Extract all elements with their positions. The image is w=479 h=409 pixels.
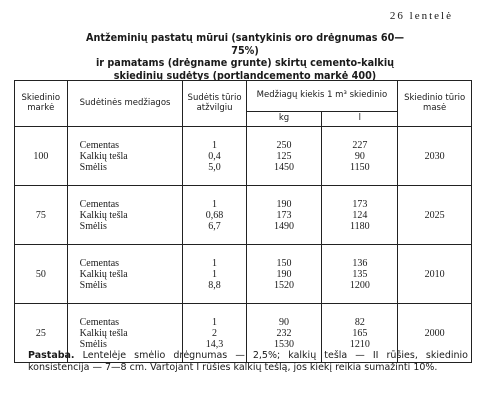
l-cell [322, 245, 398, 304]
header-ratio: Sudėtis tūrio atžvilgiu [183, 81, 246, 127]
kg-value: 90 [279, 316, 290, 328]
ratio-value: 1 [212, 139, 218, 151]
kg-value: 232 [276, 327, 292, 339]
ratio-value: 1 [212, 316, 218, 328]
header-materials: Sudėtinės medžiagos [67, 81, 183, 127]
volume-cell: 2025 [398, 186, 472, 245]
l-value: 173 [352, 198, 368, 210]
table-number: 26 lentelė [389, 10, 453, 22]
kg-value: 190 [276, 198, 292, 210]
table-row [15, 245, 472, 304]
ratio-cell [183, 245, 246, 304]
ratio-value: 1 [212, 257, 218, 269]
kg-value: 250 [276, 139, 292, 151]
kg-value: 1520 [274, 279, 295, 291]
mortar-composition-table [14, 80, 472, 363]
l-cell [322, 186, 398, 245]
ratio-value: 14,3 [205, 338, 224, 350]
grade-cell: 50 [15, 245, 68, 304]
grade-cell: 25 [15, 304, 68, 363]
header-grade: Skiedinio markė [15, 81, 68, 127]
kg-value: 1530 [274, 338, 295, 350]
table-row [15, 127, 472, 186]
note-label: Pastaba. [28, 350, 75, 361]
material-name: Kalkių tešla [79, 327, 128, 339]
materials-cell [67, 186, 183, 245]
kg-cell [246, 127, 322, 186]
header-kg: kg [246, 112, 322, 127]
l-value: 90 [354, 150, 365, 162]
material-name: Cementas [79, 257, 120, 269]
l-value: 1150 [350, 161, 370, 173]
header-l: l [322, 112, 398, 127]
material-name: Smėlis [79, 338, 107, 350]
title-line-1: Antžeminių pastatų mūrui (santykinis oro drėgnumas 60—75%) [85, 32, 405, 57]
material-name: Kalkių tešla [79, 150, 128, 162]
grade-cell: 75 [15, 186, 68, 245]
l-value: 82 [354, 316, 365, 328]
l-cell [322, 127, 398, 186]
material-name: Cementas [79, 198, 120, 210]
materials-cell [67, 127, 183, 186]
l-value: 1210 [349, 338, 370, 350]
volume-cell: 2010 [398, 245, 472, 304]
ratio-value: 2 [212, 327, 218, 339]
l-value: 227 [352, 139, 368, 151]
kg-value: 190 [276, 268, 292, 280]
kg-value: 1450 [274, 161, 295, 173]
l-value: 165 [352, 327, 368, 339]
ratio-cell [183, 186, 246, 245]
ratio-cell [183, 127, 246, 186]
table-title [75, 32, 415, 82]
header-quantity-group: Medžiagų kiekis 1 m³ skiedinio [246, 81, 398, 112]
material-name: Kalkių tešla [79, 209, 128, 221]
ratio-value: 0,4 [208, 150, 221, 162]
ratio-value: 1 [212, 198, 218, 210]
l-value: 1200 [349, 279, 370, 291]
l-value: 1180 [350, 220, 370, 232]
material-name: Smėlis [79, 279, 107, 291]
kg-cell [246, 186, 322, 245]
material-name: Kalkių tešla [79, 268, 128, 280]
title-line-2: ir pamatams (drėgname grunte) skirtų cemento-kalkių [95, 57, 395, 69]
l-value: 124 [352, 209, 368, 221]
table-row [15, 186, 472, 245]
ratio-value: 8,8 [208, 279, 221, 291]
table-note [28, 350, 468, 373]
kg-value: 1490 [274, 220, 295, 232]
l-value: 135 [352, 268, 368, 280]
materials-cell [67, 245, 183, 304]
ratio-value: 5,0 [208, 161, 221, 173]
grade-cell: 100 [15, 127, 68, 186]
ratio-value: 1 [212, 268, 218, 280]
note-text: Lentelėje smėlio drėgnumas — 2,5%; kalkių tešla — II rūšies, skiedinio konsistencija — 7—8 cm. Vartojant I rūšies kalkių tešlą, jos kiekį reikia sumažinti 10%. [28, 350, 468, 373]
volume-cell: 2030 [398, 127, 472, 186]
kg-value: 150 [276, 257, 292, 269]
l-value: 136 [352, 257, 368, 269]
title-line-3: skiedinių sudėtys (portlandcemento markė 400) [113, 69, 377, 82]
kg-value: 125 [276, 150, 292, 162]
ratio-value: 0,68 [205, 209, 224, 221]
header-volume: Skiedinio tūrio masė [398, 81, 472, 127]
kg-cell [246, 245, 322, 304]
ratio-value: 6,7 [208, 220, 221, 232]
material-name: Smėlis [79, 220, 107, 232]
material-name: Smėlis [79, 161, 107, 173]
kg-value: 173 [276, 209, 292, 221]
volume-cell: 2000 [398, 304, 472, 363]
material-name: Cementas [79, 316, 120, 328]
material-name: Cementas [79, 139, 120, 151]
